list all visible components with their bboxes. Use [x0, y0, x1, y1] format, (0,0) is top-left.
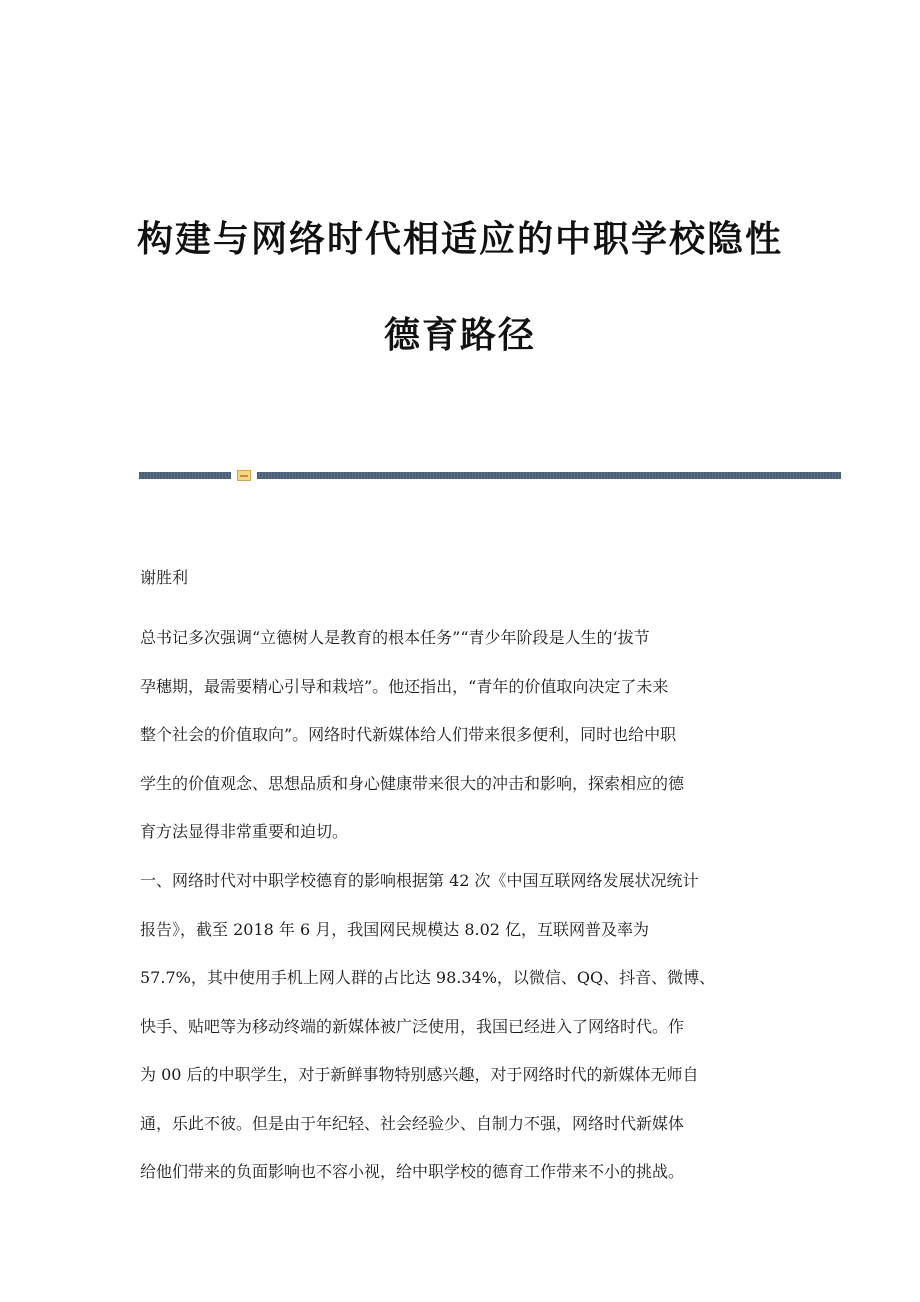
- paragraph-line: 整个社会的价值取向”。网络时代新媒体给人们带来很多便利，同时也给中职: [140, 725, 677, 744]
- paragraph-section-one: [140, 857, 780, 1197]
- paragraph-intro: [140, 614, 780, 857]
- divider-bar-left: [139, 472, 231, 479]
- document-title-line-1: 构建与网络时代相适应的中职学校隐性: [136, 219, 783, 260]
- paragraph-line: 报告》，截至 2018 年 6 月，我国网民规模达 8.02 亿，互联网普及率为: [140, 919, 650, 939]
- paragraph-line: 57.7%，其中使用手机上网人群的占比达 98.34%，以微信、QQ、抖音、微博、: [140, 968, 716, 987]
- paragraph-line: 孕穗期，最需要精心引导和栽培”。他还指出，“青年的价值取向决定了未来: [140, 676, 669, 696]
- paragraph-line: 育方法显得非常重要和迫切。: [140, 822, 349, 841]
- divider-bar-right: [257, 472, 841, 479]
- paragraph-line: 快手、贴吧等为移动终端的新媒体被广泛使用，我国已经进入了网络时代。作: [140, 1016, 685, 1036]
- title-divider: [139, 470, 841, 482]
- document-title-line-2: 德育路径: [383, 315, 536, 356]
- paragraph-line: 总书记多次强调“立德树人是教育的根本任务”“青少年阶段是人生的‘拔节: [140, 628, 650, 647]
- paragraph-line: 学生的价值观念、思想品质和身心健康带来很大的冲击和影响，探索相应的德: [140, 773, 685, 793]
- paragraph-line: 为 00 后的中职学生，对于新鲜事物特别感兴趣，对于网络时代的新媒体无师自: [140, 1065, 699, 1084]
- divider-ornament-icon: [237, 470, 251, 481]
- author-name: 谢胜利: [140, 568, 189, 587]
- paragraph-line: 给他们带来的负面影响也不容小视，给中职学校的德育工作带来不小的挑战。: [140, 1162, 685, 1181]
- paragraph-line: 一、网络时代对中职学校德育的影响根据第 42 次《中国互联网络发展状况统计: [140, 871, 699, 890]
- paragraph-line: 通，乐此不彼。但是由于年纪轻、社会经验少、自制力不强，网络时代新媒体: [140, 1113, 685, 1133]
